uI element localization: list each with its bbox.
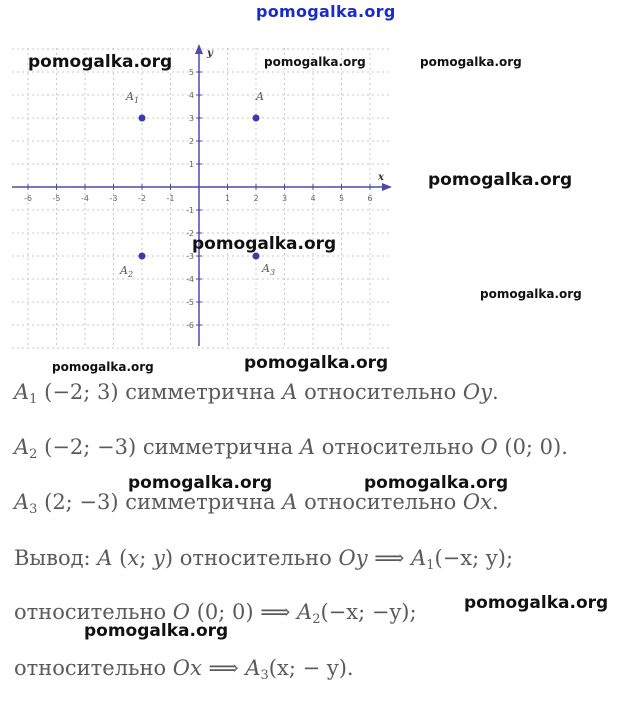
- y-tick-label: 5: [188, 68, 194, 77]
- watermark-9: pomogalka.org: [128, 473, 273, 493]
- x-tick-label: 5: [338, 194, 345, 203]
- y-axis-label: y: [207, 48, 213, 59]
- conclusion-line-3: относительно Ox ⟹ $A_3(x$; − y).: [14, 656, 354, 683]
- x-tick-label: 3: [281, 194, 288, 203]
- point-label-a3: $A_3$: [262, 262, 276, 277]
- watermark-8: pomogalka.org: [244, 353, 389, 373]
- y-tick-label: 4: [188, 91, 194, 100]
- coordinate-plane: [0, 38, 400, 350]
- x-tick-label: 6: [367, 194, 373, 203]
- y-tick-label: -1: [186, 206, 194, 215]
- x-tick-label: -2: [138, 194, 146, 203]
- watermark-6: pomogalka.org: [480, 287, 582, 301]
- x-tick-label: -6: [24, 194, 32, 203]
- grid: [12, 48, 390, 348]
- y-tick-label: -3: [186, 252, 194, 261]
- point-a1: [139, 115, 146, 122]
- x-tick-label: -1: [166, 194, 175, 203]
- watermark-10: pomogalka.org: [364, 473, 509, 493]
- watermark-7: pomogalka.org: [52, 360, 154, 374]
- watermark-4: pomogalka.org: [428, 170, 573, 190]
- x-tick-label: -4: [81, 194, 89, 203]
- tick-labels: [24, 48, 385, 330]
- y-tick-label: 1: [188, 160, 194, 169]
- x-axis-label: x: [378, 172, 384, 183]
- statement-2: $A_2$ (−2; −3) симметрична A относительно O (0; 0).: [14, 435, 568, 462]
- x-axis-arrow: [382, 183, 392, 191]
- watermark-2: pomogalka.org: [264, 55, 366, 69]
- x-tick-label: 4: [310, 194, 316, 203]
- y-tick-label: -5: [186, 298, 194, 307]
- statement-3: $A_3$ (2; −3) симметрична A относительно Ox.: [14, 490, 499, 517]
- watermark-1: pomogalka.org: [28, 52, 173, 72]
- y-axis-arrow: [195, 44, 203, 54]
- x-tick-label: -5: [52, 194, 61, 203]
- y-tick-label: -4: [186, 275, 194, 284]
- watermark-5: pomogalka.org: [192, 234, 337, 254]
- point-a: [253, 115, 260, 122]
- watermark-3: pomogalka.org: [420, 55, 522, 69]
- watermark-12: pomogalka.org: [84, 621, 229, 641]
- watermark-11: pomogalka.org: [464, 593, 609, 613]
- point-a2: [139, 253, 146, 260]
- point-label-a: A: [256, 90, 264, 103]
- point-label-a1: $A_1$: [126, 90, 140, 105]
- y-tick-label: -6: [186, 321, 194, 330]
- point-label-a2: $A_2$: [120, 264, 134, 279]
- watermark-top[interactable]: pomogalka.org: [256, 2, 396, 21]
- conclusion-line-2: относительно O (0; 0) ⟹ $A_2(-x$; −y);: [14, 600, 417, 627]
- x-tick-label: 2: [253, 194, 259, 203]
- conclusion-line-1: Вывод: A (x; y) относительно Oy ⟹ $A_1(-x$; y);: [14, 546, 514, 573]
- axes: [12, 44, 392, 346]
- y-tick-label: 2: [188, 137, 194, 146]
- x-tick-label: -3: [109, 194, 118, 203]
- x-tick-label: 1: [224, 194, 231, 203]
- y-tick-label: -2: [186, 229, 194, 238]
- y-tick-label: 3: [188, 114, 194, 123]
- statement-1: $A_1$ (−2; 3) симметрична A относительно Oy.: [14, 380, 499, 407]
